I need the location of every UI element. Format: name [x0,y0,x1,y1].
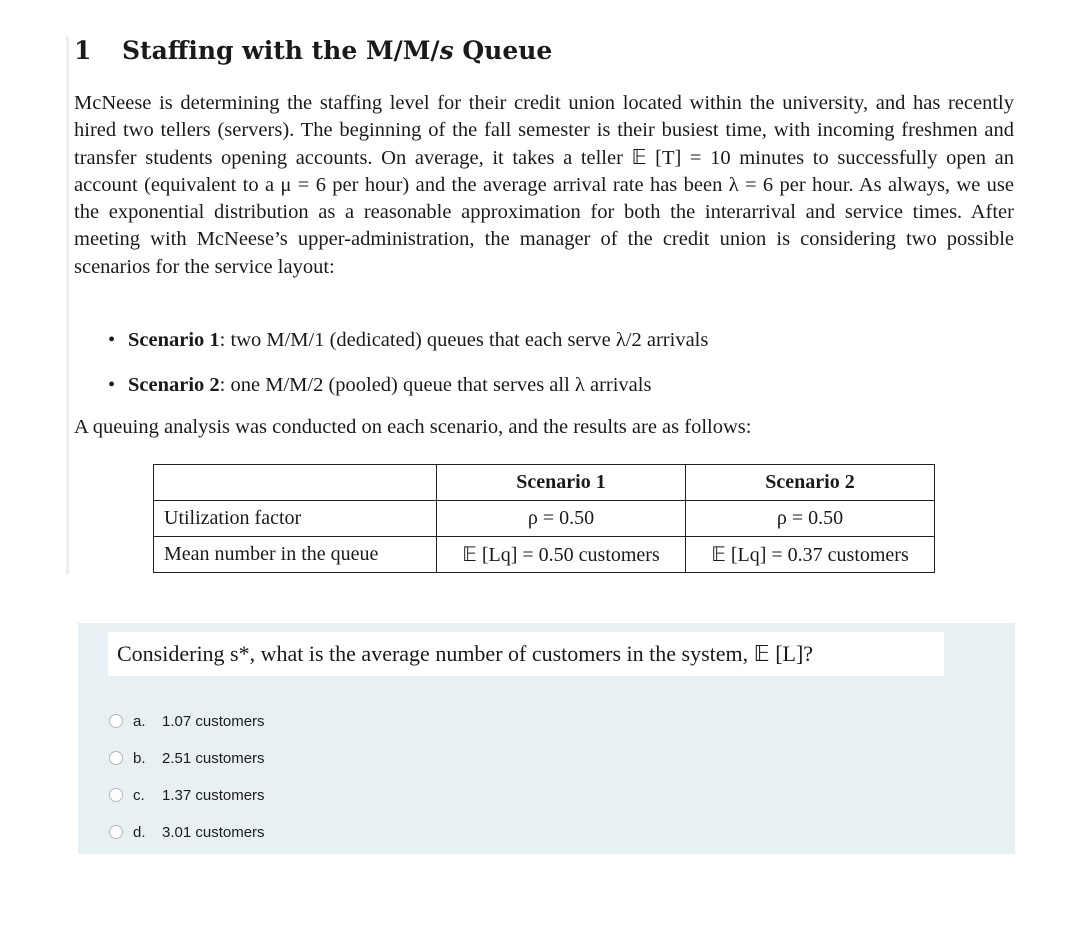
option-letter: b. [133,749,146,767]
answer-option-a[interactable] [109,710,265,732]
section-title-var: s [439,36,454,65]
intro-paragraph: McNeese is determining the staffing level for their credit union located within the university, and has recently hired two tellers (servers). The beginning of the fall semester is their busiest time, with incoming freshmen and transfer students opening accounts. On average, it takes a teller 𝔼 [T] = 10 minutes to successfully open an account (equivalent to a μ = 6 per hour) and the average arrival rate has been λ = 6 per hour. As always, we use the exponential distribution as a reasonable approximation for both the interarrival and service times. After meeting with McNeese’s upper-administration, the manager of the credit union is considering two possible scenarios for the service layout: [74,92,1014,278]
scenario-1-value: ρ = 0.50 [437,501,686,537]
option-text: 2.51 customers [162,749,265,767]
section-number: 1 [74,36,92,65]
option-text: 1.07 customers [162,712,265,730]
scenario-list [108,325,708,415]
scenario-text: : two M/M/1 (dedicated) queues that each serve λ/2 arrivals [219,329,709,351]
row-label: Utilization factor [154,501,437,537]
answer-option-c[interactable] [109,784,265,806]
radio-button[interactable] [109,751,123,765]
table-row [154,537,935,573]
option-letter: c. [133,786,145,804]
table-header-scenario-2: Scenario 2 [686,465,935,501]
left-margin-rule [66,36,69,574]
question-text: Considering s*, what is the average number of customers in the system, 𝔼 [L]? [108,632,944,676]
answer-option-d[interactable] [109,821,265,843]
radio-button[interactable] [109,714,123,728]
table-header-scenario-1: Scenario 1 [437,465,686,501]
results-table [153,464,935,573]
section-title-suffix: Queue [453,36,553,65]
scenario-2-value: ρ = 0.50 [686,501,935,537]
scenario-1-value: 𝔼 [Lq] = 0.50 customers [437,537,686,573]
scenario-text: : one M/M/2 (pooled) queue that serves all λ arrivals [219,374,652,396]
table-header-empty [154,465,437,501]
scenario-item [108,325,708,370]
quiz-panel [78,623,1015,854]
option-text: 1.37 customers [162,786,265,804]
table-header-row [154,465,935,501]
scenario-label: Scenario 1 [128,329,220,351]
scenario-2-value: 𝔼 [Lq] = 0.37 customers [686,537,935,573]
radio-button[interactable] [109,788,123,802]
scenario-item [108,370,708,415]
option-letter: a. [133,712,146,730]
option-letter: d. [133,823,146,841]
scenario-label: Scenario 2 [128,374,220,396]
analysis-intro: A queuing analysis was conducted on each scenario, and the results are as follows: [74,416,752,438]
bullet-icon: • [108,329,116,351]
row-label: Mean number in the queue [154,537,437,573]
section-heading [74,36,552,65]
table-row [154,501,935,537]
bullet-icon: • [108,374,116,396]
option-text: 3.01 customers [162,823,265,841]
radio-button[interactable] [109,825,123,839]
answer-option-b[interactable] [109,747,265,769]
section-title-prefix: Staffing with the M/M/ [122,36,440,65]
